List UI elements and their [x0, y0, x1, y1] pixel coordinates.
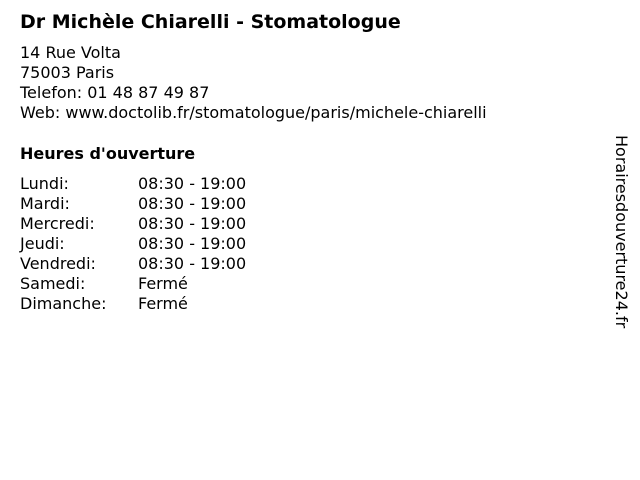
time-range: Fermé: [138, 294, 188, 313]
day-label: Vendredi:: [20, 254, 96, 273]
hours-row-saturday: [20, 274, 246, 294]
hours-row-thursday: [20, 234, 246, 254]
day-label: Lundi:: [20, 174, 69, 193]
hours-row-friday: [20, 254, 246, 274]
day-label: Mardi:: [20, 194, 70, 213]
time-range: 08:30 - 19:00: [138, 174, 247, 193]
website-url: Web: www.doctolib.fr/stomatologue/paris/michele-chiarelli: [20, 103, 487, 122]
day-label: Dimanche:: [20, 294, 107, 313]
site-watermark: Horairesdouverture24.fr: [612, 135, 631, 329]
day-label: Samedi:: [20, 274, 86, 293]
day-label: Mercredi:: [20, 214, 95, 233]
time-range: Fermé: [138, 274, 188, 293]
hours-row-wednesday: [20, 214, 246, 234]
opening-hours-heading: Heures d'ouverture: [20, 144, 196, 163]
time-range: 08:30 - 19:00: [138, 234, 247, 253]
address-block: [20, 43, 487, 123]
street-address: 14 Rue Volta: [20, 43, 121, 62]
time-range: 08:30 - 19:00: [138, 214, 247, 233]
phone-number: Telefon: 01 48 87 49 87: [20, 83, 210, 102]
time-range: 08:30 - 19:00: [138, 194, 247, 213]
time-range: 08:30 - 19:00: [138, 254, 247, 273]
hours-row-sunday: [20, 294, 246, 314]
day-label: Jeudi:: [20, 234, 65, 253]
page-title: Dr Michèle Chiarelli - Stomatologue: [20, 11, 401, 33]
opening-hours-table: [20, 174, 246, 314]
postal-city: 75003 Paris: [20, 63, 115, 82]
hours-row-tuesday: [20, 194, 246, 214]
hours-row-monday: [20, 174, 246, 194]
